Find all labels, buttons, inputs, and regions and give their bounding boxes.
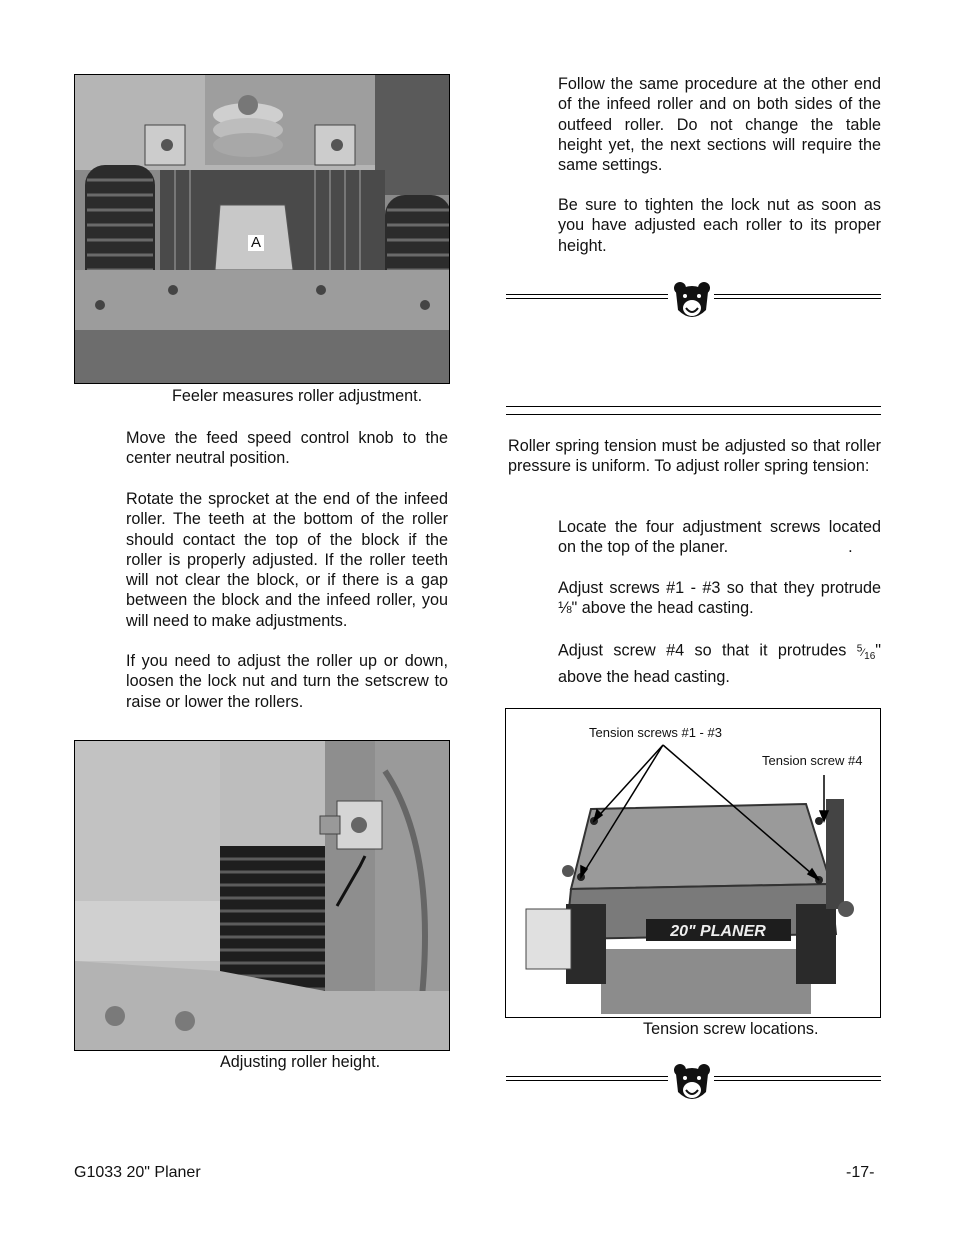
p6-tail: " above the head casting. [558, 641, 882, 687]
left-paragraph-1: Move the feed speed control knob to the center neutral position. [126, 429, 448, 468]
bear-head-icon [672, 1062, 712, 1104]
callout-screws-1-3: Tension screws #1 - #3 [589, 725, 722, 740]
p5-fraction: ⅛ [558, 599, 572, 618]
feeler-caption: Feeler measures roller adjustment. [172, 387, 423, 405]
section-rule-2 [506, 414, 881, 415]
feeler-photo [74, 74, 450, 384]
divider-right-1 [714, 294, 881, 299]
right-paragraph-1: Follow the same procedure at the other end of the infeed roller and on both sides of the outfeed roller. Do not change the table height yet, the next sections will require the same settings. [558, 75, 881, 175]
p6-frac-den: 16 [864, 650, 876, 662]
p4-trail: . [848, 538, 853, 557]
p6-text: Adjust screw #4 so that it protrudes [558, 641, 847, 660]
tension-figure [505, 708, 881, 1018]
divider-right-2 [714, 1076, 881, 1081]
feeler-label-a: A [248, 235, 264, 251]
page-number: -17- [846, 1164, 875, 1181]
footer-title: G1033 20" Planer [74, 1164, 201, 1181]
divider-left-1 [506, 294, 668, 299]
tension-caption: Tension screw locations. [643, 1020, 819, 1038]
right-paragraph-3: Roller spring tension must be adjusted so that roller pressure is uniform. To adjust roller spring tension: [508, 437, 881, 476]
right-paragraph-2: Be sure to tighten the lock nut as soon as you have adjusted each roller to its proper height. [558, 196, 881, 255]
adjusting-photo [74, 740, 450, 1051]
adjusting-caption: Adjusting roller height. [220, 1053, 381, 1071]
right-paragraph-6 [558, 639, 881, 687]
p4-text: Locate the four adjustment screws located on the top of the planer. [558, 518, 881, 557]
p5-text: Adjust screws #1 - #3 so that they protrude [558, 579, 881, 597]
divider-left-2 [506, 1076, 668, 1081]
right-paragraph-5 [558, 578, 881, 619]
p6-fraction: $^5⁄_{16}$ [856, 643, 876, 662]
left-paragraph-2: Rotate the sprocket at the end of the infeed roller. The teeth at the bottom of the roller should contact the top of the block if the roller is properly adjusted. If the roller teeth will not clear the block, or if there is a gap between the block and the infeed roller, you will need to make adjustments. [126, 490, 448, 630]
adjusting-photo-drawing [75, 741, 450, 1051]
feeler-photo-drawing [75, 75, 450, 384]
bear-head-icon [672, 280, 712, 322]
p5-tail: " above the head casting. [571, 599, 754, 618]
left-paragraph-3: If you need to adjust the roller up or down, loosen the lock nut and turn the setscrew to raise or lower the rollers. [126, 652, 448, 711]
p6-frac-num: 5 [856, 643, 863, 654]
planer-plate-text: 20" PLANER [670, 923, 766, 940]
section-rule [506, 406, 881, 407]
right-paragraph-4 [558, 517, 881, 558]
callout-screw-4: Tension screw #4 [762, 753, 863, 768]
